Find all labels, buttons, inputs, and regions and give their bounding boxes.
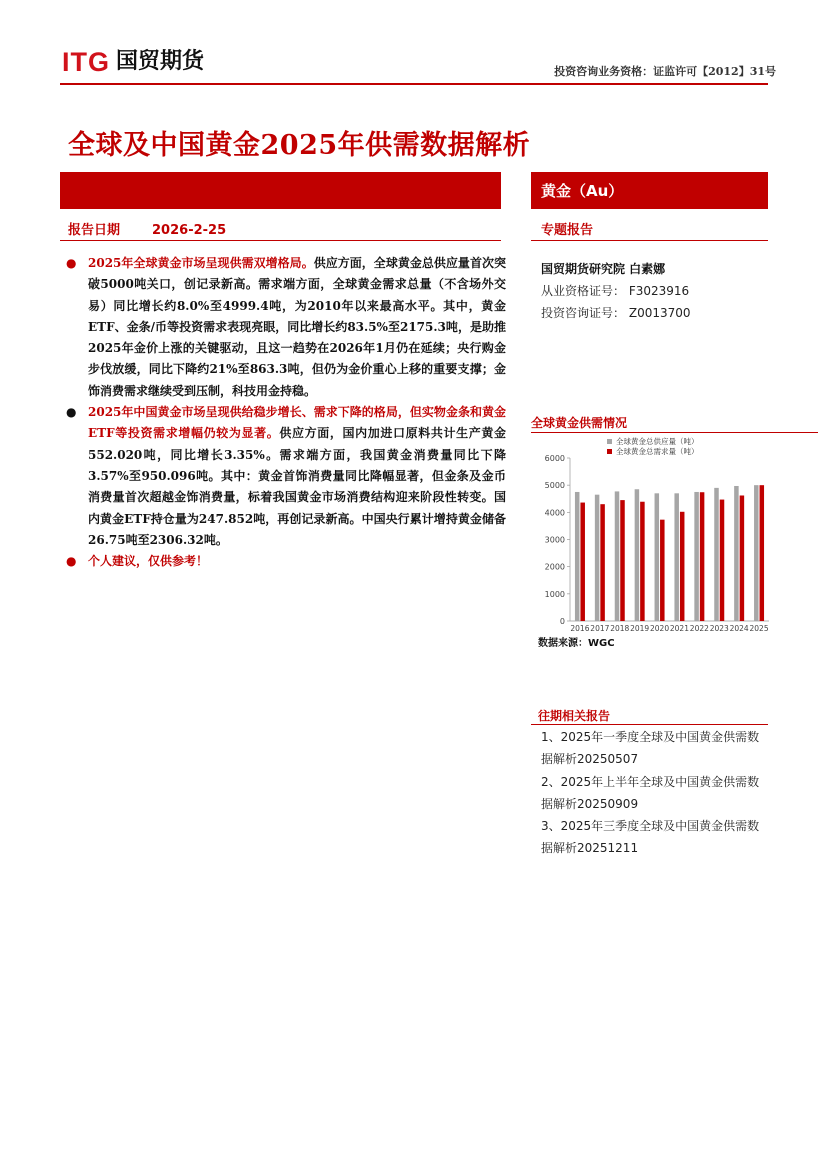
summary-body: 供应方面，国内加进口原料共计生产黄金552.020吨，同比增长3.35%。需求端方面，我国黄金消费量同比下降3.57%至950.096吨。其中：黄金首饰消费量同比降幅显著，但金条及金币消费量首次超越金饰消费量，标着我国黄金市场消费结构迎来阶段性转变。国内黄金ETF持仓量为247.852吨，再创记录新高。中国央行累计增持黄金储备26.75吨至2306.32吨。 (88, 426, 506, 547)
supply-bar (694, 492, 699, 621)
legend-label: 全球黄金总需求量（吨） (616, 447, 699, 456)
demand-bar (600, 504, 605, 621)
logo-latin-text: ITG (62, 47, 110, 77)
y-tick-label: 3000 (544, 535, 565, 545)
y-tick-label: 2000 (544, 562, 565, 572)
legend-supply-swatch (607, 439, 612, 444)
supply-bar (734, 486, 739, 621)
left-banner (60, 172, 501, 209)
analyst-name: 国贸期货研究院 白素娜 (541, 262, 666, 276)
supply-bar (635, 489, 640, 621)
report-type: 专题报告 (541, 223, 594, 238)
supply-bar (615, 491, 620, 621)
supply-demand-chart (531, 433, 771, 633)
summary-item (66, 402, 506, 551)
report-date-value: 2026-2-25 (152, 223, 227, 238)
x-tick-label: 2016 (570, 624, 590, 633)
consult-label: 投资咨询证号： (541, 306, 626, 320)
report-date (68, 219, 226, 238)
report-title: 全球及中国黄金2025年供需数据解析 (68, 130, 531, 161)
summary-list (66, 253, 506, 572)
company-logo (62, 47, 204, 77)
bullet-icon: ● (66, 256, 77, 270)
summary-item (66, 253, 506, 402)
related-reports-list (541, 726, 768, 860)
demand-bar (760, 485, 765, 621)
logo-chinese-text: 国贸期货 (116, 49, 205, 74)
x-tick-label: 2025 (749, 624, 769, 633)
header-divider (60, 83, 768, 85)
demand-bar (740, 495, 745, 621)
supply-bar (714, 488, 719, 621)
x-tick-label: 2024 (729, 624, 749, 633)
license-text: 投资咨询业务资格：证监许可【2012】31号 (554, 65, 776, 78)
commodity-label: 黄金（Au） (541, 182, 624, 200)
x-tick-label: 2017 (590, 624, 610, 633)
date-divider (60, 240, 501, 241)
x-tick-label: 2021 (669, 624, 689, 633)
chart-title: 全球黄金供需情况 (531, 416, 628, 430)
demand-bar (640, 502, 645, 621)
qualification-row (541, 280, 691, 302)
chart-source: 数据来源：WGC (538, 638, 615, 649)
legend-demand-swatch (607, 449, 612, 454)
demand-bar (720, 500, 725, 621)
qualification-label: 从业资格证号： (541, 284, 626, 298)
qualification-value: F3023916 (628, 284, 690, 298)
related-divider (531, 724, 768, 725)
summary-highlight: 2025年中国黄金市场呈现供给稳步增长、需求下降的格局，但实物金条和黄金ETF等投资需求增幅仍较为显著。 (88, 405, 506, 441)
legend-label: 全球黄金总供应量（吨） (616, 437, 699, 446)
y-tick-label: 1000 (544, 589, 565, 599)
supply-bar (655, 493, 660, 621)
supply-bar (674, 493, 679, 621)
summary-highlight: 个人建议，仅供参考！ (88, 554, 209, 569)
y-tick-label: 4000 (544, 508, 565, 518)
x-tick-label: 2022 (689, 624, 709, 633)
x-tick-label: 2023 (709, 624, 729, 633)
consult-value: Z0013700 (628, 306, 691, 320)
supply-bar (595, 495, 600, 621)
related-report-item[interactable]: 3、2025年三季度全球及中国黄金供需数据解析20251211 (541, 819, 760, 856)
related-report-item[interactable]: 2、2025年上半年全球及中国黄金供需数据解析20250909 (541, 774, 760, 811)
summary-item (66, 551, 506, 572)
demand-bar (660, 520, 665, 621)
summary-body: 供应方面，全球黄金总供应量首次突破5000吨关口，创记录新高。需求端方面，全球黄金需求总量（不含场外交易）同比增长约8.0%至4999.4吨，为2010年以来最高水平。其中，黄金ETF、金条/币等投资需求表现亮眼，同比增长约83.5%至2175.3吨，是助推2025年金价上涨的关键驱动，且这一趋势在2026年1月仍在延续；央行购金步伐放缓，同比下降约21%至863.3吨，但仍为金价重心上移的重要支撑；金饰消费需求继续受到压制，科技用金持稳。 (88, 256, 506, 398)
related-report-item[interactable]: 1、2025年一季度全球及中国黄金供需数据解析20250507 (541, 730, 760, 767)
analyst-info (541, 258, 691, 324)
consult-row (541, 302, 691, 324)
y-tick-label: 6000 (544, 454, 565, 463)
demand-bar (680, 512, 685, 621)
supply-bar (575, 492, 580, 621)
demand-bar (700, 492, 705, 621)
report-date-label: 报告日期 (68, 223, 121, 238)
x-tick-label: 2019 (630, 624, 650, 633)
bullet-icon: ● (66, 554, 77, 569)
x-tick-label: 2018 (610, 624, 630, 633)
y-tick-label: 5000 (544, 481, 565, 491)
x-tick-label: 2020 (650, 624, 670, 633)
type-divider (531, 240, 768, 241)
summary-highlight: 2025年全球黄金市场呈现供需双增格局。 (88, 256, 314, 270)
related-reports-title: 往期相关报告 (538, 709, 611, 723)
bullet-icon: ● (66, 405, 77, 420)
demand-bar (580, 503, 585, 621)
y-tick-label: 0 (559, 617, 565, 626)
demand-bar (620, 500, 625, 621)
supply-bar (754, 485, 759, 621)
